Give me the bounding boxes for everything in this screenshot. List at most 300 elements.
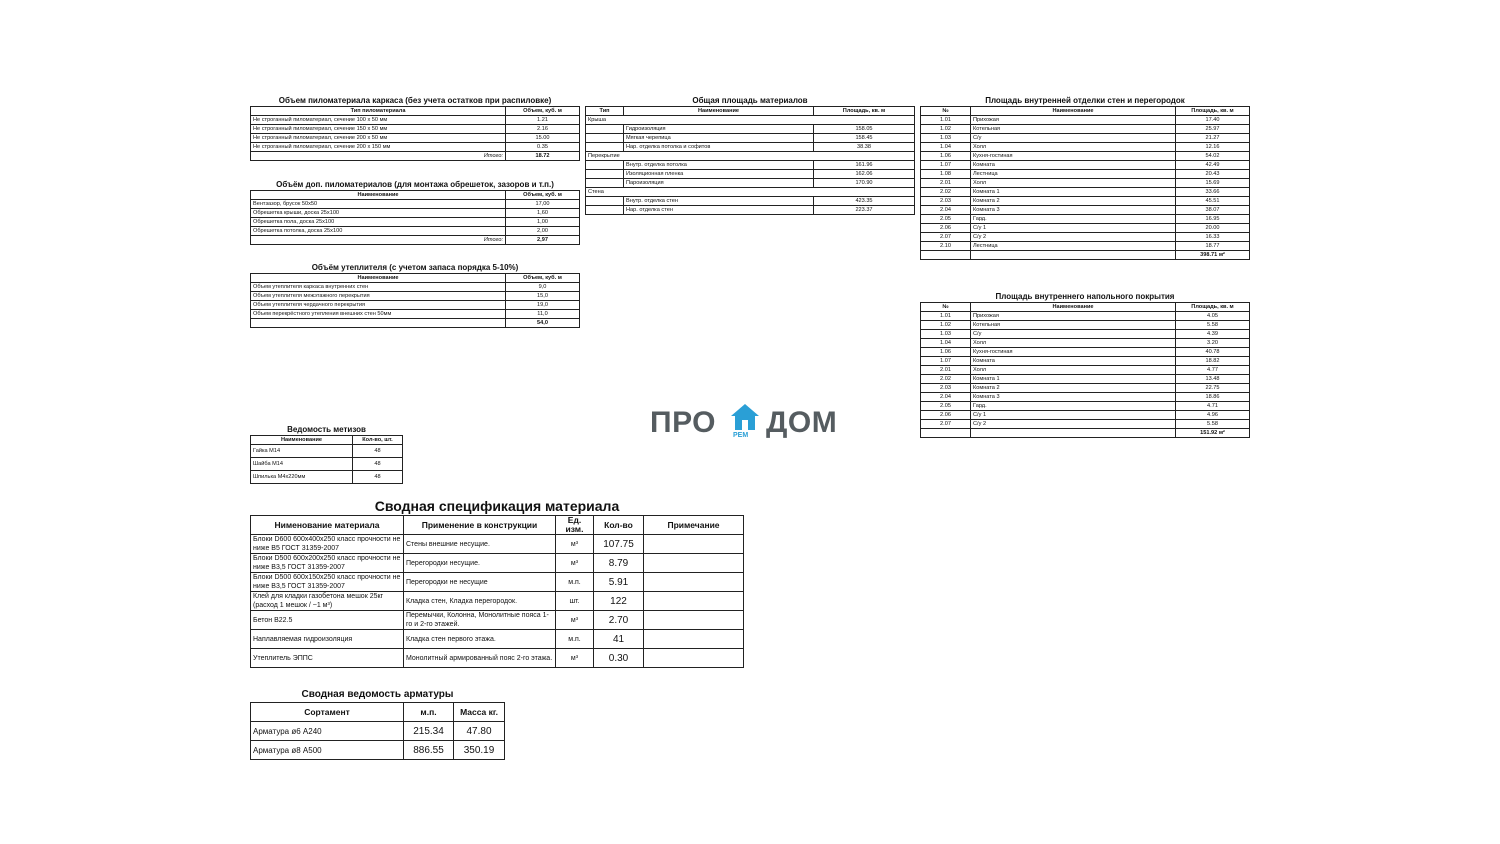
table-row <box>921 206 1250 215</box>
table-row <box>251 283 580 292</box>
table-cell: Мягкая черепица <box>624 134 814 143</box>
table-cell: Внутр. отделка потолка <box>624 161 814 170</box>
table-cell: Шайба М14 <box>251 458 353 471</box>
col-header: Объем, куб. м <box>506 274 580 283</box>
insulation-table <box>250 273 580 328</box>
table-row <box>251 292 580 301</box>
table-cell: Перемычки, Колонна, Монолитные пояса 1-го и 2-го этажей. <box>404 611 556 630</box>
col-header: Ед. изм. <box>556 516 594 535</box>
table-row <box>921 143 1250 152</box>
table-cell: Объем утеплителя каркаса внутренних стен <box>251 283 506 292</box>
table-cell: 161.96 <box>814 161 915 170</box>
table-row <box>251 227 580 236</box>
table-cell: 1.08 <box>921 170 971 179</box>
table-cell: 5.58 <box>1176 420 1250 429</box>
col-header: Сортамент <box>251 703 404 722</box>
table-cell: 2.06 <box>921 411 971 420</box>
table-row <box>921 152 1250 161</box>
logo-left-text: ПРО <box>650 406 717 439</box>
table-cell: Обрешетка крыши, доска 25х100 <box>251 209 506 218</box>
table-cell: 2.02 <box>921 188 971 197</box>
table-cell: Клей для кладки газобетона мешок 25кг (расход 1 мешок / ~1 м³) <box>251 592 404 611</box>
table-row <box>921 321 1250 330</box>
materials-area-table <box>585 106 915 215</box>
table-cell: шт. <box>556 592 594 611</box>
table-row <box>921 330 1250 339</box>
materials-area-title: Общая площадь материалов <box>692 96 808 105</box>
table-row <box>921 134 1250 143</box>
table-cell: Кладка стен первого этажа. <box>404 630 556 649</box>
table-row <box>921 402 1250 411</box>
table-row <box>251 125 580 134</box>
table-cell <box>644 649 744 668</box>
table-row <box>251 630 744 649</box>
table-row <box>586 125 915 134</box>
table-row <box>921 188 1250 197</box>
table-cell: 54,0 <box>506 319 580 328</box>
table-cell: Не строганный пиломатериал, сечение 150 х 50 мм <box>251 125 506 134</box>
table-row <box>251 471 403 484</box>
table-cell: Блоки D500 600х150х250 класс прочности не ниже В3,5 ГОСТ 31359-2007 <box>251 573 404 592</box>
table-cell: Итого: <box>251 152 506 161</box>
table-row <box>921 384 1250 393</box>
table-cell: Арматура ø8 А500 <box>251 741 404 760</box>
table-cell: Изоляционная пленка <box>624 170 814 179</box>
table-cell: 48 <box>353 445 403 458</box>
col-header: Объем, куб. м <box>506 191 580 200</box>
table-cell <box>971 251 1176 260</box>
materials-area-section <box>585 95 915 215</box>
table-cell <box>586 170 624 179</box>
hardware-title: Ведомость метизов <box>287 425 366 434</box>
table-row <box>251 722 505 741</box>
table-row <box>586 206 915 215</box>
table-cell: 1.02 <box>921 321 971 330</box>
table-cell: Объем утеплителя межэтажного перекрытия <box>251 292 506 301</box>
table-row <box>251 592 744 611</box>
col-header: Наименование <box>624 107 814 116</box>
table-cell: Пароизоляция <box>624 179 814 188</box>
brand-logo <box>650 400 850 444</box>
col-header: Масса кг. <box>454 703 505 722</box>
table-row <box>921 233 1250 242</box>
table-cell <box>586 125 624 134</box>
table-row <box>586 134 915 143</box>
table-cell: 20.00 <box>1176 224 1250 233</box>
table-cell: 1.03 <box>921 330 971 339</box>
floor-cover-table <box>920 302 1250 438</box>
table-row <box>921 197 1250 206</box>
table-cell: 2.03 <box>921 197 971 206</box>
table-cell: С/у <box>971 330 1176 339</box>
col-header: Наименование <box>971 107 1176 116</box>
table-cell: 8.79 <box>594 554 644 573</box>
table-cell: 22.75 <box>1176 384 1250 393</box>
table-cell: 21.27 <box>1176 134 1250 143</box>
group-row <box>586 188 915 197</box>
table-cell: 3.20 <box>1176 339 1250 348</box>
table-cell: 2.10 <box>921 242 971 251</box>
table-cell: С/у 1 <box>971 224 1176 233</box>
table-row <box>251 143 580 152</box>
wall-finish-section <box>920 95 1250 260</box>
total-row <box>251 236 580 245</box>
table-row <box>251 301 580 310</box>
table-cell: 1.06 <box>921 152 971 161</box>
table-cell: 45.51 <box>1176 197 1250 206</box>
table-cell: 2.01 <box>921 366 971 375</box>
table-cell: Обрешетка пола, доска 25х100 <box>251 218 506 227</box>
group-row <box>586 152 915 161</box>
table-cell: Нар. отделка потолка и софитов <box>624 143 814 152</box>
logo-sub-text: РЕМ <box>733 432 749 439</box>
table-cell: 38.38 <box>814 143 915 152</box>
table-cell: Комната <box>971 357 1176 366</box>
col-header: Наименование <box>251 274 506 283</box>
table-cell: Лестница <box>971 242 1176 251</box>
floor-cover-title: Площадь внутреннего напольного покрытия <box>995 292 1175 301</box>
table-row <box>586 179 915 188</box>
extra-lumber-title: Объём доп. пиломатериалов (для монтажа обрешеток, зазоров и т.п.) <box>276 180 554 189</box>
table-cell: Комната 2 <box>971 197 1176 206</box>
table-cell <box>586 161 624 170</box>
table-row <box>251 458 403 471</box>
table-cell: 1.04 <box>921 339 971 348</box>
table-cell: Гард. <box>971 215 1176 224</box>
table-cell: 1.06 <box>921 348 971 357</box>
table-cell <box>644 611 744 630</box>
table-cell: 48 <box>353 471 403 484</box>
table-cell: Комната 3 <box>971 206 1176 215</box>
table-cell: 11,0 <box>506 310 580 319</box>
table-cell: Гайка М14 <box>251 445 353 458</box>
col-header: Наименование <box>971 303 1176 312</box>
table-cell: 15.00 <box>506 134 580 143</box>
table-cell: Обрешетка потолка, доска 25х100 <box>251 227 506 236</box>
table-cell <box>586 143 624 152</box>
col-header: Кол-во, шт. <box>353 436 403 445</box>
table-cell: 47.80 <box>454 722 505 741</box>
table-row <box>251 134 580 143</box>
table-cell: Лестница <box>971 170 1176 179</box>
table-cell <box>644 573 744 592</box>
table-cell: 18.82 <box>1176 357 1250 366</box>
table-cell: Объем перекрёстного утепления внешних стен 50мм <box>251 310 506 319</box>
table-cell: Блоки D500 600х200х250 класс прочности не ниже В3,5 ГОСТ 31359-2007 <box>251 554 404 573</box>
table-cell: 2.02 <box>921 375 971 384</box>
table-cell: Прихожая <box>971 116 1176 125</box>
col-header: Тип пиломатериала <box>251 107 506 116</box>
insulation-title: Объём утеплителя (с учетом запаса порядка 5-10%) <box>311 263 519 272</box>
col-header: Площадь, кв. м <box>1176 303 1250 312</box>
table-row <box>921 411 1250 420</box>
table-cell: 48 <box>353 458 403 471</box>
table-row <box>921 366 1250 375</box>
table-cell: С/у 1 <box>971 411 1176 420</box>
table-row <box>586 197 915 206</box>
table-cell: 122 <box>594 592 644 611</box>
table-row <box>921 312 1250 321</box>
table-cell <box>586 197 624 206</box>
col-header: Наименование <box>251 191 506 200</box>
table-cell: 4.05 <box>1176 312 1250 321</box>
extra-lumber-table <box>250 190 580 245</box>
table-cell: 1.02 <box>921 125 971 134</box>
table-cell: Перекрытие <box>586 152 915 161</box>
table-cell: 350.19 <box>454 741 505 760</box>
table-cell: 9,0 <box>506 283 580 292</box>
table-cell: 16.95 <box>1176 215 1250 224</box>
table-cell: 4.77 <box>1176 366 1250 375</box>
table-cell: 5.58 <box>1176 321 1250 330</box>
total-row <box>921 429 1250 438</box>
table-cell <box>586 179 624 188</box>
table-cell: 158.05 <box>814 125 915 134</box>
table-row <box>921 224 1250 233</box>
table-row <box>921 348 1250 357</box>
table-row <box>921 179 1250 188</box>
table-cell: 107.75 <box>594 535 644 554</box>
table-cell: Внутр. отделка стен <box>624 197 814 206</box>
table-cell: 2.70 <box>594 611 644 630</box>
table-row <box>251 649 744 668</box>
table-cell <box>586 206 624 215</box>
table-cell: Холл <box>971 339 1176 348</box>
col-header: Кол-во <box>594 516 644 535</box>
rebar-title: Сводная ведомость арматуры <box>301 689 454 700</box>
table-cell: 4.39 <box>1176 330 1250 339</box>
house-icon <box>729 402 761 432</box>
table-cell: Вентзазор, брусок 50х50 <box>251 200 506 209</box>
table-row <box>921 420 1250 429</box>
table-cell: Комната 1 <box>971 375 1176 384</box>
col-header: м.п. <box>404 703 454 722</box>
table-cell: Котельная <box>971 125 1176 134</box>
table-cell: 423.35 <box>814 197 915 206</box>
table-cell: 2,00 <box>506 227 580 236</box>
table-cell: 4.71 <box>1176 402 1250 411</box>
table-cell: 2,97 <box>506 236 580 245</box>
table-cell: 54.02 <box>1176 152 1250 161</box>
table-cell: м³ <box>556 554 594 573</box>
table-cell: м³ <box>556 611 594 630</box>
col-header: Применение в конструкции <box>404 516 556 535</box>
total-row <box>251 319 580 328</box>
table-row <box>251 218 580 227</box>
table-row <box>251 310 580 319</box>
table-cell: 2.06 <box>921 224 971 233</box>
table-row <box>251 573 744 592</box>
table-cell: 1,00 <box>506 218 580 227</box>
table-cell: 398.71 м² <box>1176 251 1250 260</box>
table-cell: Котельная <box>971 321 1176 330</box>
spec-table <box>250 515 744 668</box>
table-cell: 12.16 <box>1176 143 1250 152</box>
table-cell: 162.06 <box>814 170 915 179</box>
table-cell: 170.90 <box>814 179 915 188</box>
table-cell: Наплавляемая гидроизоляция <box>251 630 404 649</box>
table-cell: 1.03 <box>921 134 971 143</box>
table-cell: Итого: <box>251 236 506 245</box>
table-cell: м³ <box>556 535 594 554</box>
table-cell: 15,0 <box>506 292 580 301</box>
table-cell: 15.69 <box>1176 179 1250 188</box>
table-row <box>921 357 1250 366</box>
table-cell: 2.04 <box>921 206 971 215</box>
lumber-section <box>250 95 580 161</box>
table-cell: 17,00 <box>506 200 580 209</box>
table-cell: Не строганный пиломатериал, сечение 200 х 150 мм <box>251 143 506 152</box>
table-cell: 20.43 <box>1176 170 1250 179</box>
table-row <box>921 242 1250 251</box>
table-cell: 1.07 <box>921 161 971 170</box>
table-row <box>921 215 1250 224</box>
table-row <box>586 170 915 179</box>
table-cell: 151.92 м² <box>1176 429 1250 438</box>
col-header: Примечание <box>644 516 744 535</box>
table-cell: 2.07 <box>921 233 971 242</box>
rebar-table <box>250 702 505 760</box>
table-cell: Монолитный армированный пояс 2-го этажа. <box>404 649 556 668</box>
table-cell: С/у 2 <box>971 420 1176 429</box>
table-cell: 18.86 <box>1176 393 1250 402</box>
wall-finish-table <box>920 106 1250 260</box>
table-cell: 38.07 <box>1176 206 1250 215</box>
table-row <box>251 535 744 554</box>
table-cell: 2.05 <box>921 215 971 224</box>
table-cell: 18.77 <box>1176 242 1250 251</box>
table-cell: 1,60 <box>506 209 580 218</box>
table-cell: Прихожая <box>971 312 1176 321</box>
table-cell: 215.34 <box>404 722 454 741</box>
lumber-table <box>250 106 580 161</box>
table-cell: 33.66 <box>1176 188 1250 197</box>
col-header: Нименование материала <box>251 516 404 535</box>
table-cell: Перегородки не несущие <box>404 573 556 592</box>
table-cell: Комната 2 <box>971 384 1176 393</box>
table-cell: м³ <box>556 649 594 668</box>
table-cell: Арматура ø6 А240 <box>251 722 404 741</box>
table-cell: 2.16 <box>506 125 580 134</box>
table-row <box>921 125 1250 134</box>
table-row <box>921 116 1250 125</box>
table-cell: 2.03 <box>921 384 971 393</box>
table-cell: Холл <box>971 366 1176 375</box>
table-cell: Холл <box>971 179 1176 188</box>
table-cell <box>586 134 624 143</box>
table-cell <box>644 535 744 554</box>
col-header: № <box>921 107 971 116</box>
table-cell: Стены внешние несущие. <box>404 535 556 554</box>
col-header: Площадь, кв. м <box>1176 107 1250 116</box>
table-cell: Не строганный пиломатериал, сечение 100 х 50 мм <box>251 116 506 125</box>
table-cell: Гидроизоляция <box>624 125 814 134</box>
table-cell <box>921 429 971 438</box>
table-cell: 5.91 <box>594 573 644 592</box>
total-row <box>251 152 580 161</box>
extra-lumber-section <box>250 179 580 245</box>
group-row <box>586 116 915 125</box>
wall-finish-title: Площадь внутренней отделки стен и перегородок <box>985 96 1185 105</box>
spec-section <box>250 497 744 668</box>
rebar-section <box>250 688 505 760</box>
lumber-title: Объем пиломатериала каркаса (без учета остатков при распиловке) <box>278 96 552 105</box>
table-cell: 17.40 <box>1176 116 1250 125</box>
table-cell: м.п. <box>556 573 594 592</box>
table-cell: Холл <box>971 143 1176 152</box>
table-row <box>921 170 1250 179</box>
table-cell: м.п. <box>556 630 594 649</box>
table-cell <box>251 319 506 328</box>
table-cell: 18.72 <box>506 152 580 161</box>
table-row <box>251 741 505 760</box>
table-row <box>251 445 403 458</box>
table-cell: Блоки D600 600х400х250 класс прочности не ниже В5 ГОСТ 31359-2007 <box>251 535 404 554</box>
col-header: № <box>921 303 971 312</box>
table-cell: 0.30 <box>594 649 644 668</box>
table-row <box>921 393 1250 402</box>
table-cell: 1.07 <box>921 357 971 366</box>
floor-cover-section <box>920 291 1250 438</box>
table-cell: Не строганный пиломатериал, сечение 200 х 50 мм <box>251 134 506 143</box>
table-row <box>251 209 580 218</box>
table-cell <box>644 554 744 573</box>
table-cell: Крыша <box>586 116 915 125</box>
table-cell: Кухня-гостиная <box>971 348 1176 357</box>
table-row <box>586 143 915 152</box>
table-cell <box>644 630 744 649</box>
table-row <box>251 611 744 630</box>
table-row <box>921 339 1250 348</box>
table-cell <box>971 429 1176 438</box>
table-cell: Перегородки несущие. <box>404 554 556 573</box>
table-cell: Комната 3 <box>971 393 1176 402</box>
table-cell: Комната <box>971 161 1176 170</box>
table-cell: 1.01 <box>921 116 971 125</box>
table-cell: Объем утеплителя чердачного перекрытия <box>251 301 506 310</box>
table-cell: Комната 1 <box>971 188 1176 197</box>
spec-title: Сводная спецификация материала <box>374 498 620 514</box>
table-cell: 25.97 <box>1176 125 1250 134</box>
table-cell: 1.01 <box>921 312 971 321</box>
table-cell <box>644 592 744 611</box>
table-row <box>921 375 1250 384</box>
table-row <box>251 116 580 125</box>
table-cell: Бетон В22.5 <box>251 611 404 630</box>
table-row <box>586 161 915 170</box>
table-row <box>921 161 1250 170</box>
table-cell: 41 <box>594 630 644 649</box>
table-cell: Гард. <box>971 402 1176 411</box>
table-cell: 2.05 <box>921 402 971 411</box>
table-cell: 42.49 <box>1176 161 1250 170</box>
table-cell: 223.37 <box>814 206 915 215</box>
table-cell: С/у <box>971 134 1176 143</box>
table-cell: Кухня-гостиная <box>971 152 1176 161</box>
col-header: Объем, куб. м <box>506 107 580 116</box>
table-cell: Утеплитель ЭППС <box>251 649 404 668</box>
table-cell: 1.21 <box>506 116 580 125</box>
hardware-table <box>250 435 403 484</box>
table-cell: Нар. отделка стен <box>624 206 814 215</box>
table-cell: 13.48 <box>1176 375 1250 384</box>
table-cell: Кладка стен, Кладка перегородок. <box>404 592 556 611</box>
col-header: Площадь, кв. м <box>814 107 915 116</box>
table-cell: 1.04 <box>921 143 971 152</box>
table-cell <box>921 251 971 260</box>
table-cell: С/у 2 <box>971 233 1176 242</box>
table-cell: 19,0 <box>506 301 580 310</box>
